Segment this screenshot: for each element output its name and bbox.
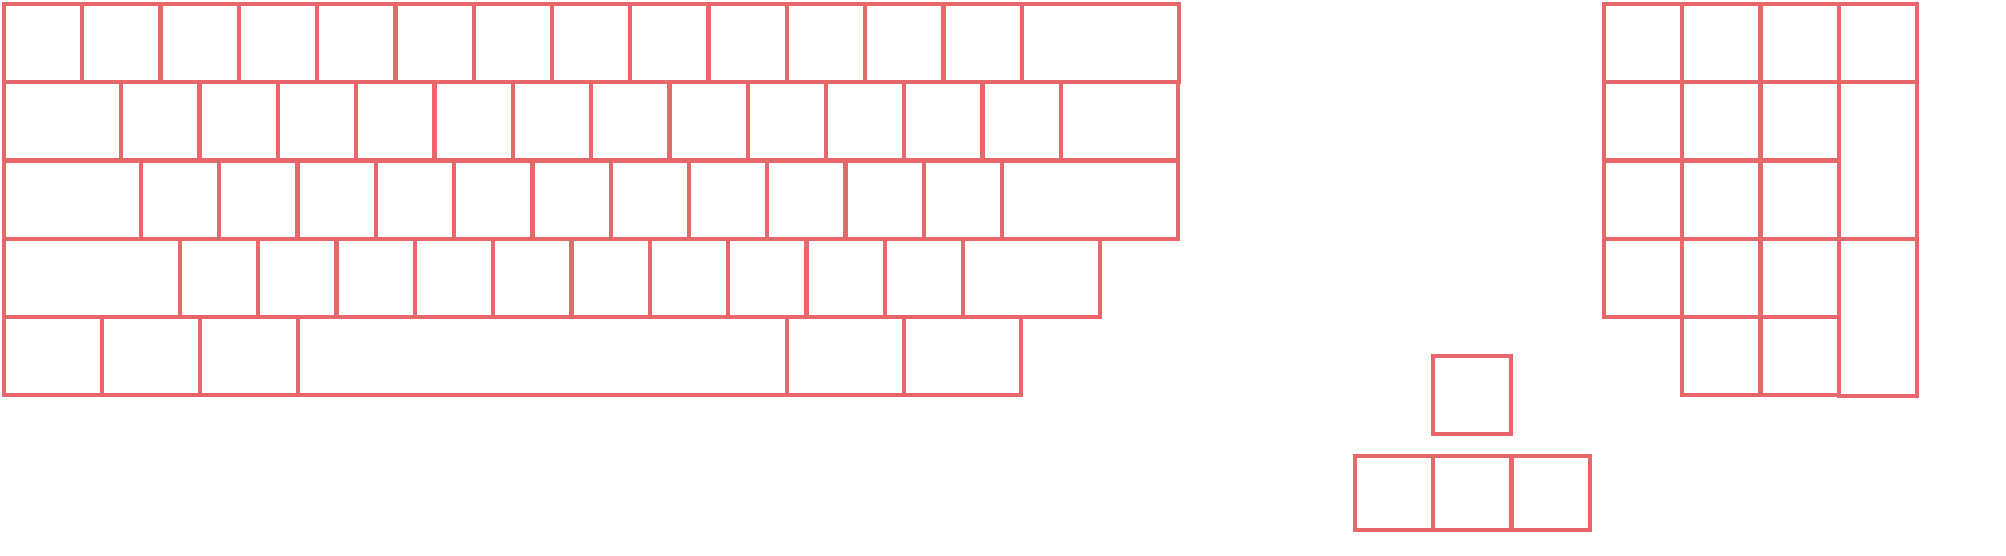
key-row-1-2 bbox=[80, 2, 162, 84]
key-numpad-3 bbox=[1759, 2, 1841, 84]
key-row-3-4 bbox=[296, 159, 378, 241]
key-row-4-3 bbox=[256, 237, 338, 319]
key-row-5-3 bbox=[198, 315, 300, 397]
key-arrow-left bbox=[1353, 454, 1435, 532]
key-row-2-7 bbox=[511, 80, 593, 162]
key-numpad-9 bbox=[1759, 159, 1841, 241]
key-row-3-11 bbox=[844, 159, 926, 241]
key-row-3-9 bbox=[687, 159, 769, 241]
key-numpad-10 bbox=[1602, 237, 1684, 319]
key-row-1-14 bbox=[1020, 2, 1181, 84]
key-row-2-14 bbox=[1059, 80, 1180, 162]
key-row-3-12 bbox=[922, 159, 1004, 241]
key-numpad-12 bbox=[1759, 237, 1841, 319]
key-row-2-2 bbox=[119, 80, 201, 162]
key-numpad-14 bbox=[1837, 80, 1919, 241]
key-numpad-16 bbox=[1680, 315, 1762, 397]
key-row-2-5 bbox=[354, 80, 436, 162]
key-row-5-1 bbox=[2, 315, 104, 397]
key-row-3-2 bbox=[139, 159, 221, 241]
key-row-2-3 bbox=[198, 80, 280, 162]
key-row-1-6 bbox=[394, 2, 476, 84]
key-row-1-11 bbox=[785, 2, 867, 84]
key-numpad-8 bbox=[1680, 159, 1762, 241]
key-row-3-8 bbox=[609, 159, 691, 241]
key-row-4-9 bbox=[726, 237, 808, 319]
key-row-2-10 bbox=[746, 80, 828, 162]
key-row-4-8 bbox=[648, 237, 730, 319]
key-row-5-5 bbox=[785, 315, 906, 397]
key-row-3-3 bbox=[217, 159, 299, 241]
key-numpad-5 bbox=[1680, 80, 1762, 162]
key-numpad-13 bbox=[1837, 2, 1919, 84]
key-row-1-4 bbox=[237, 2, 319, 84]
key-row-2-9 bbox=[668, 80, 750, 162]
key-row-2-1 bbox=[2, 80, 123, 162]
key-numpad-15 bbox=[1837, 237, 1919, 398]
key-row-2-4 bbox=[276, 80, 358, 162]
key-row-4-6 bbox=[491, 237, 573, 319]
key-arrow-down bbox=[1431, 454, 1513, 532]
key-arrow-up bbox=[1431, 354, 1513, 436]
key-row-2-11 bbox=[824, 80, 906, 162]
key-row-2-12 bbox=[902, 80, 984, 162]
key-row-5-6 bbox=[902, 315, 1023, 397]
key-row-2-6 bbox=[433, 80, 515, 162]
key-row-2-8 bbox=[589, 80, 671, 162]
key-row-4-12 bbox=[961, 237, 1102, 319]
key-numpad-4 bbox=[1602, 80, 1684, 162]
key-row-4-1 bbox=[2, 237, 182, 319]
key-row-1-8 bbox=[550, 2, 632, 84]
key-row-4-2 bbox=[178, 237, 260, 319]
key-row-1-1 bbox=[2, 2, 84, 84]
key-row-3-5 bbox=[374, 159, 456, 241]
key-numpad-1 bbox=[1602, 2, 1684, 84]
key-numpad-11 bbox=[1680, 237, 1762, 319]
key-row-1-9 bbox=[628, 2, 710, 84]
key-row-3-6 bbox=[452, 159, 534, 241]
key-row-5-2 bbox=[100, 315, 202, 397]
key-row-5-4 bbox=[296, 315, 789, 397]
key-row-1-3 bbox=[159, 2, 241, 84]
key-row-3-10 bbox=[765, 159, 847, 241]
key-row-1-12 bbox=[863, 2, 945, 84]
key-row-4-7 bbox=[570, 237, 652, 319]
key-row-1-5 bbox=[315, 2, 397, 84]
key-row-4-4 bbox=[335, 237, 417, 319]
key-row-1-13 bbox=[942, 2, 1024, 84]
key-numpad-6 bbox=[1759, 80, 1841, 162]
key-numpad-2 bbox=[1680, 2, 1762, 84]
key-row-4-10 bbox=[805, 237, 887, 319]
key-row-1-7 bbox=[472, 2, 554, 84]
key-row-2-13 bbox=[981, 80, 1063, 162]
key-row-3-1 bbox=[2, 159, 143, 241]
key-row-3-7 bbox=[531, 159, 613, 241]
key-row-4-5 bbox=[413, 237, 495, 319]
key-row-3-13 bbox=[1000, 159, 1180, 241]
key-row-4-11 bbox=[883, 237, 965, 319]
key-numpad-17 bbox=[1759, 315, 1841, 397]
key-numpad-7 bbox=[1602, 159, 1684, 241]
key-row-1-10 bbox=[707, 2, 789, 84]
key-arrow-right bbox=[1510, 454, 1592, 532]
